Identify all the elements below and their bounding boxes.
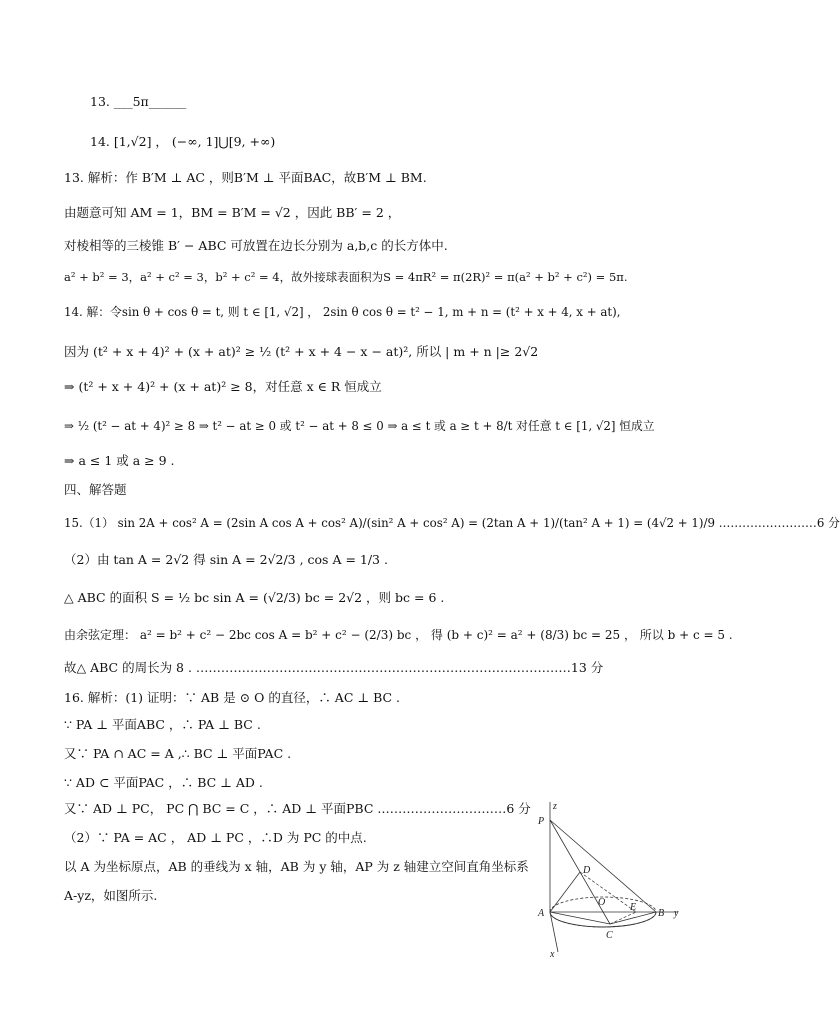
- solution-16-line-3: 又∵ PA ∩ AC = A ,∴ BC ⊥ 平面PAC .: [64, 746, 292, 761]
- label-x: x: [550, 949, 555, 960]
- solution-15-line-3: △ ABC 的面积 S = ½ bc sin A = (√2/3) bc = 2√2 ，则 bc = 6 .: [64, 590, 445, 605]
- label-E: E: [630, 902, 637, 913]
- solution-15-line-2: （2）由 tan A = 2√2 得 sin A = 2√2/3 , cos A = 1/3 .: [64, 552, 388, 567]
- solution-16-line-4: ∵ AD ⊂ 平面PAC ，∴ BC ⊥ AD .: [64, 775, 263, 790]
- solution-16-line-7: 以 A 为坐标原点，AB 的垂线为 x 轴，AB 为 y 轴，AP 为 z 轴建立空间直角坐标系: [64, 859, 529, 874]
- section-title: 四、解答题: [64, 482, 127, 497]
- solution-14-line-3: ⇒ (t² + x + 4)² + (x + at)² ≥ 8，对任意 x ∈ R 恒成立: [64, 379, 382, 394]
- solution-16-line-8: A-yz，如图所示.: [64, 888, 158, 903]
- label-P: P: [538, 816, 545, 827]
- coordinate-figure: [530, 800, 690, 960]
- solution-14-line-1: 14. 解：令sin θ + cos θ = t, 则 t ∈ [1, √2] ， 2sin θ cos θ = t² − 1, m + n = (t² + x + 4, x + at),: [64, 305, 621, 319]
- label-z: z: [553, 801, 557, 812]
- label-A: A: [538, 908, 545, 919]
- answer-13: 13. ___5π______: [90, 94, 187, 109]
- label-C: C: [606, 930, 613, 941]
- solution-16-line-5: 又∵ AD ⊥ PC， PC ⋂ BC = C ，∴ AD ⊥ 平面PBC .…………………………6 分: [64, 801, 531, 816]
- solution-16-line-6: （2）∵ PA = AC ， AD ⊥ PC ，∴D 为 PC 的中点.: [64, 830, 367, 845]
- edge-DE: [580, 872, 636, 912]
- solution-16-line-2: ∵ PA ⊥ 平面ABC ，∴ PA ⊥ BC .: [64, 717, 261, 732]
- solution-16-line-1: 16. 解析：(1) 证明：∵ AB 是 ⊙ O 的直径，∴ AC ⊥ BC .: [64, 690, 401, 705]
- solution-13-line-4: a² + b² = 3，a² + c² = 3，b² + c² = 4，故外接球表面积为S = 4πR² = π(2R)² = π(a² + b² + c²) = 5π.: [64, 270, 628, 284]
- edge-AC: [550, 912, 610, 924]
- label-D: D: [583, 865, 591, 876]
- solution-15-line-4: 由余弦定理： a² = b² + c² − 2bc cos A = b² + c² − (2/3) bc ， 得 (b + c)² = a² + (8/3) bc = 25 ， 所以 b + c = 5 .: [64, 628, 733, 642]
- solution-13-line-1: 13. 解析：作 B′M ⊥ AC ，则B′M ⊥ 平面BAC，故B′M ⊥ BM.: [64, 170, 427, 185]
- base-circle-front: [550, 912, 656, 927]
- solution-15-line-1: 15.（1） sin 2A + cos² A = (2sin A cos A + cos² A)/(sin² A + cos² A) = (2tan A + 1)/(tan² A + 1) = (4√2 + 1)/9 .……………………6 分: [64, 516, 840, 530]
- label-y: y: [674, 908, 679, 919]
- solution-13-line-3: 对棱相等的三棱锥 B′ − ABC 可放置在边长分别为 a,b,c 的长方体中.: [64, 238, 448, 253]
- solution-15-line-5: 故△ ABC 的周长为 8 . ………………………………………………………………………………13 分: [64, 660, 604, 675]
- edge-CB: [610, 912, 656, 924]
- label-B: B: [658, 908, 665, 919]
- solution-14-line-2: 因为 (t² + x + 4)² + (x + at)² ≥ ½ (t² + x + 4 − x − at)², 所以 | m + n |≥ 2√2: [64, 344, 539, 359]
- solution-14-line-5: ⇒ a ≤ 1 或 a ≥ 9 .: [64, 453, 175, 468]
- answer-14: 14. [1,√2] ， (−∞, 1]⋃[9, +∞): [90, 134, 276, 149]
- edge-AD: [550, 872, 580, 912]
- solution-14-line-4: ⇒ ½ (t² − at + 4)² ≥ 8 ⇒ t² − at ≥ 0 或 t² − at + 8 ≤ 0 ⇒ a ≤ t 或 a ≥ t + 8/t 对任意 t ∈ [1, √2] 恒成立: [64, 419, 655, 433]
- label-O: O: [598, 897, 606, 908]
- solution-13-line-2: 由题意可知 AM = 1，BM = B′M = √2 ，因此 BB′ = 2 ，: [64, 205, 401, 220]
